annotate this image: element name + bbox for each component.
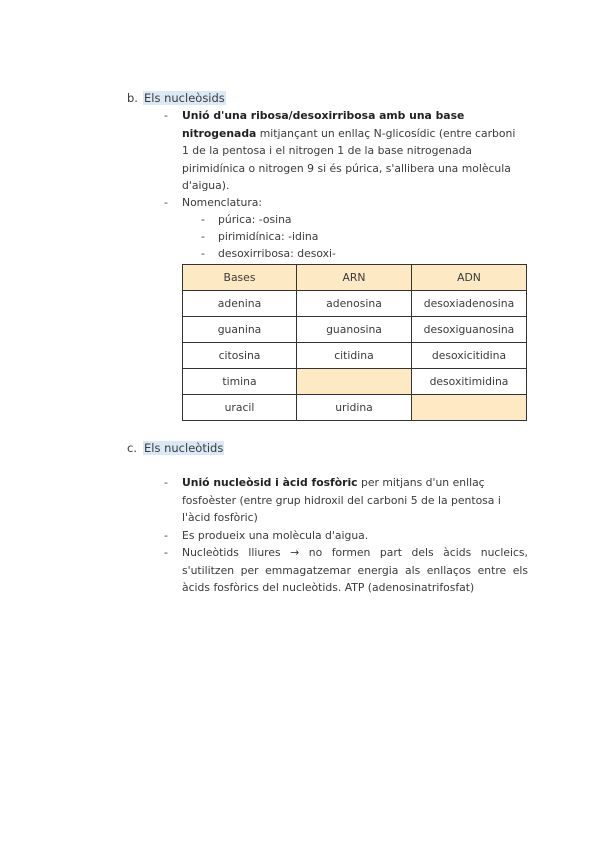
bullet-dash: -	[201, 230, 205, 243]
table-cell-empty-highlight	[412, 395, 527, 421]
bullet-dash: -	[164, 476, 168, 489]
bullet-dash: -	[164, 109, 168, 122]
table-cell: desoxicitidina	[412, 343, 527, 369]
table-cell: adenina	[183, 291, 297, 317]
free-nucleotides-line2: s'utilitzen per emmagatzemar energia als enllaços entre els	[182, 563, 528, 577]
definition-bold-line1: Unió d'una ribosa/desoxirribosa amb una base	[182, 109, 465, 122]
nucleotide-line1-rest: per mitjans d'un enllaç	[357, 476, 485, 489]
header-adn: ADN	[412, 265, 527, 291]
definition-line3: 1 de la pentosa i el nitrogen 1 de la base nitrogenada	[182, 144, 473, 157]
definition-line4: pirimidínica o nitrogen 9 si és púrica, s'allibera una molècula	[182, 161, 511, 175]
definition-line2-rest: mitjançant un enllaç N-glicosídic (entre carboni	[256, 126, 516, 140]
nomenclature-purine: púrica: -osina	[218, 213, 292, 226]
nomenclature-label: Nomenclatura:	[182, 196, 263, 209]
section-c-title: Els nucleòtids	[144, 441, 224, 455]
nucleoside-definition	[182, 107, 532, 195]
table-row	[183, 291, 527, 317]
table-cell: guanina	[183, 317, 297, 343]
definition-bold-line2: nitrogenada	[182, 126, 257, 140]
table-cell-empty-highlight	[297, 369, 412, 395]
water-molecule-text: Es produeix una molècula d'aigua.	[182, 529, 369, 542]
table-row	[183, 369, 527, 395]
nucleotide-line3: l'àcid fosfòric)	[182, 511, 258, 524]
table-row	[183, 395, 527, 421]
free-nucleotides-line3: àcids fosfòrics del nucleòtids. ATP (adenosinatrifosfat)	[182, 581, 475, 594]
table-cell: adenosina	[297, 291, 412, 317]
section-b-title: Els nucleòsids	[144, 91, 225, 105]
bullet-dash: -	[164, 529, 168, 542]
header-arn: ARN	[297, 265, 412, 291]
nomenclature-pyrimidine: pirimidínica: -idina	[218, 230, 319, 243]
free-nucleotides-line1: Nucleòtids lliures → no formen part dels àcids nucleics,	[182, 546, 528, 559]
definition-line5: d'aigua).	[182, 179, 230, 192]
table-cell: desoxitimidina	[412, 369, 527, 395]
section-c-heading	[127, 440, 224, 456]
table-cell: guanosina	[297, 317, 412, 343]
section-c-letter: c.	[127, 441, 137, 455]
table-row	[183, 317, 527, 343]
nomenclature-deoxyribose: desoxirribosa: desoxi-	[218, 247, 336, 260]
bullet-dash: -	[164, 546, 168, 559]
bullet-dash: -	[201, 247, 205, 260]
nucleoside-table	[182, 264, 527, 421]
table-cell: desoxiguanosina	[412, 317, 527, 343]
nucleotide-line2: fosfoèster (entre grup hidroxil del carboni 5 de la pentosa i	[182, 493, 501, 507]
bullet-dash: -	[201, 213, 205, 226]
table-cell: uracil	[183, 395, 297, 421]
section-b-letter: b.	[127, 91, 138, 105]
table-cell: timina	[183, 369, 297, 395]
table-cell: citidina	[297, 343, 412, 369]
section-b-heading	[127, 90, 226, 106]
table-row	[183, 343, 527, 369]
table-header-row	[183, 265, 527, 291]
nucleotide-definition	[182, 474, 532, 527]
table-cell: citosina	[183, 343, 297, 369]
header-bases: Bases	[183, 265, 297, 291]
free-nucleotides-text	[182, 544, 528, 597]
nucleotide-bold: Unió nucleòsid i àcid fosfòric	[182, 476, 358, 489]
bullet-dash: -	[164, 196, 168, 209]
table-cell: desoxiadenosina	[412, 291, 527, 317]
table-cell: uridina	[297, 395, 412, 421]
